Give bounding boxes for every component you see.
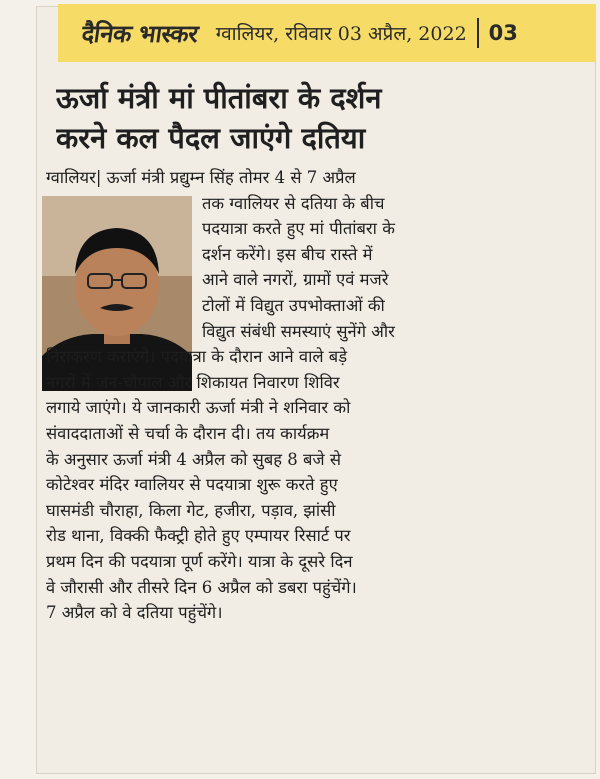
body-line: प्रथम दिन की पदयात्रा पूर्ण करेंगे। यात्रा के दूसरे दिन — [46, 551, 353, 571]
body-line: टोलों में विद्युत उपभोक्ताओं की — [202, 295, 385, 315]
headline-line-2: करने कल पैदल जाएंगे दतिया — [56, 121, 366, 155]
newspaper-brand: दैनिक भास्कर — [79, 19, 200, 48]
body-line: संवाददाताओं से चर्चा के दौरान दी। तय कार्यक्रम — [46, 423, 330, 443]
masthead-divider — [477, 18, 479, 48]
body-line: रोड थाना, विक्की फैक्ट्री होते हुए एम्पायर रिसार्ट पर — [46, 526, 351, 546]
body-line: के अनुसार ऊर्जा मंत्री 4 अप्रैल को सुबह 8 बजे से — [46, 449, 342, 469]
body-line: नगरों में जन-चौपाल और शिकायत निवारण शिविर — [46, 372, 340, 392]
body-line: घासमंडी चौराहा, किला गेट, हजीरा, पड़ाव, झांसी — [46, 500, 336, 520]
body-line: विद्युत संबंधी समस्याएं सुनेंगे और — [202, 321, 395, 341]
body-line: 7 अप्रैल को वे दतिया पहुंचेंगे। — [46, 603, 223, 623]
body-line: कोटेश्वर मंदिर ग्वालियर से पदयात्रा शुरू करते हुए — [46, 475, 338, 495]
body-line: दर्शन करेंगे। इस बीच रास्ते में — [202, 244, 373, 264]
body-line: आने वाले नगरों, ग्रामों एवं मजरे — [202, 270, 389, 290]
body-line: ग्वालियर| ऊर्जा मंत्री प्रद्युम्न सिंह तोमर 4 से 7 अप्रैल — [46, 168, 356, 187]
article-body — [46, 165, 550, 626]
article-headline — [56, 78, 576, 158]
masthead — [58, 4, 596, 62]
body-line: पदयात्रा करते हुए मां पीतांबरा के — [202, 219, 395, 239]
body-line: तक ग्वालियर से दतिया के बीच — [202, 193, 385, 213]
body-line: लगाये जाएंगे। ये जानकारी ऊर्जा मंत्री ने शनिवार को — [46, 398, 351, 418]
body-line: निराकरण कराएंगे। पदयात्रा के दौरान आने वाले बड़े — [46, 347, 348, 367]
headline-line-1: ऊर्जा मंत्री मां पीतांबरा के दर्शन — [56, 81, 382, 115]
page-number: 03 — [488, 21, 518, 45]
body-line: वे जौरासी और तीसरे दिन 6 अप्रैल को डबरा पहुंचेंगे। — [46, 577, 357, 597]
dateline: ग्वालियर, रविवार 03 अप्रैल, 2022 — [215, 23, 467, 45]
